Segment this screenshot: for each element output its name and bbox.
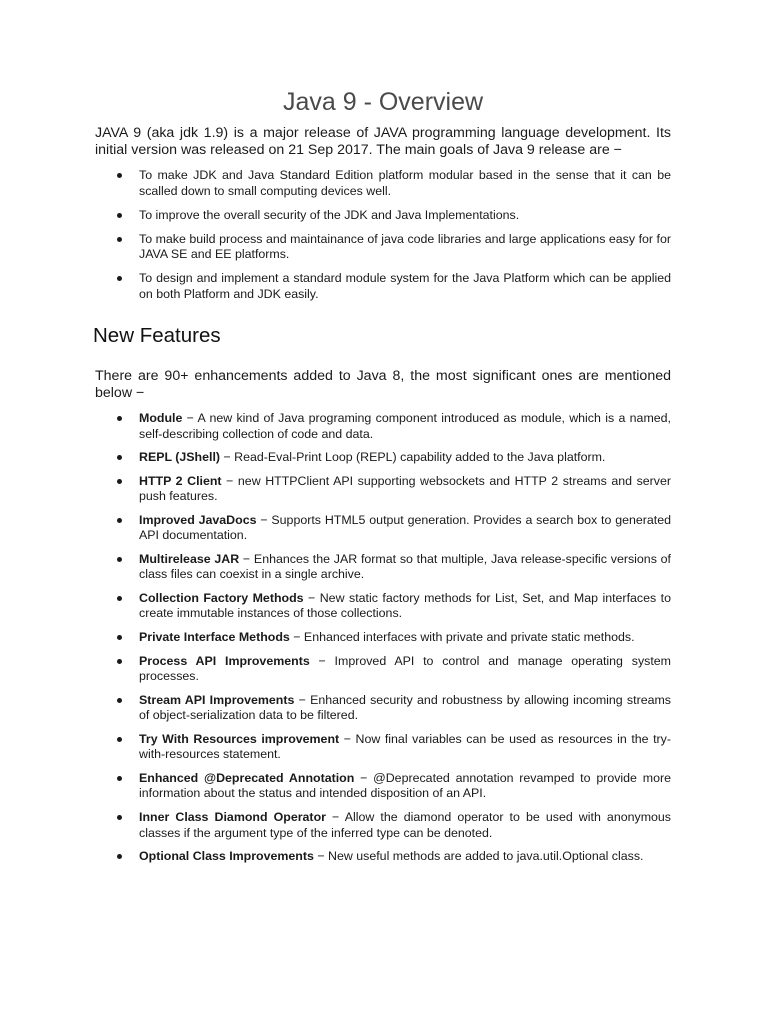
- bullet-icon: [117, 659, 122, 664]
- bullet-icon: [117, 416, 122, 421]
- goal-text: To improve the overall security of the JDK and Java Implementations.: [139, 207, 520, 222]
- list-item: [95, 849, 671, 865]
- bullet-icon: [117, 237, 122, 242]
- feature-desc: − A new kind of Java programing component introduced as module, which is a named, self-describing collection of code and data.: [139, 411, 671, 441]
- bullet-icon: [117, 776, 122, 781]
- feature-term: Improved JavaDocs: [139, 512, 257, 527]
- goal-text: To design and implement a standard module system for the Java Platform which can be applied on both Platform and JDK easily.: [139, 271, 671, 301]
- goal-text: To make build process and maintainance of java code libraries and large applications easy for for JAVA SE and EE platforms.: [139, 231, 671, 261]
- bullet-icon: [117, 698, 122, 703]
- list-item: [95, 450, 671, 466]
- feature-term: REPL (JShell): [139, 450, 221, 465]
- bullet-icon: [117, 479, 122, 484]
- list-item: [95, 232, 671, 263]
- list-item: [95, 630, 671, 646]
- list-item: [95, 168, 671, 199]
- bullet-icon: [117, 173, 122, 178]
- feature-term: Enhanced @Deprecated Annotation: [139, 770, 355, 785]
- feature-term: Collection Factory Methods: [139, 590, 304, 605]
- feature-desc: − Improved API to control and manage operating system processes.: [139, 653, 671, 684]
- bullet-icon: [117, 635, 122, 640]
- features-intro-paragraph: There are 90+ enhancements added to Java 8, the most significant ones are mentioned below −: [95, 368, 671, 401]
- feature-term: Optional Class Improvements: [139, 849, 314, 864]
- page-title: Java 9 - Overview: [282, 88, 484, 116]
- bullet-icon: [117, 737, 122, 742]
- feature-term: Module: [139, 411, 183, 425]
- bullet-icon: [117, 455, 122, 460]
- section-heading: New Features: [93, 324, 221, 347]
- list-item: [95, 552, 671, 583]
- list-item: [95, 732, 671, 763]
- intro-paragraph: JAVA 9 (aka jdk 1.9) is a major release of JAVA programming language development. Its initial version was released on 21 Sep 2017. The main goals of Java 9 release are −: [95, 125, 671, 158]
- feature-term: Inner Class Diamond Operator: [139, 810, 326, 825]
- list-item: [95, 208, 671, 224]
- list-item: [95, 411, 671, 442]
- list-item: [95, 591, 671, 622]
- goal-text: To make JDK and Java Standard Edition platform modular based in the sense that it can be scalled down to small computing devices well.: [139, 168, 671, 198]
- bullet-icon: [117, 276, 122, 281]
- list-item: [95, 654, 671, 685]
- list-item: [95, 771, 671, 802]
- bullet-icon: [117, 815, 122, 820]
- feature-term: Try With Resources improvement: [139, 731, 340, 746]
- bullet-icon: [117, 557, 122, 562]
- feature-desc: − Enhances the JAR format so that multiple, Java release-specific versions of class files can coexist in a single archive.: [139, 551, 671, 582]
- list-item: [95, 271, 671, 302]
- feature-desc: − Allow the diamond operator to be used with anonymous classes if the argument type of the inferred type can be denoted.: [139, 810, 671, 840]
- feature-term: Multirelease JAR: [139, 551, 240, 566]
- feature-desc: − New useful methods are added to java.util.Optional class.: [313, 849, 644, 864]
- feature-desc: − Enhanced interfaces with private and private static methods.: [289, 630, 635, 645]
- feature-desc: − Enhanced security and robustness by allowing incoming streams of object-serialization data to be filtered.: [139, 692, 671, 723]
- goals-list: [95, 168, 671, 302]
- feature-desc: − New static factory methods for List, Set, and Map interfaces to create immutable instances of those collections.: [139, 590, 671, 621]
- feature-term: Private Interface Methods: [139, 630, 290, 645]
- feature-desc: − Supports HTML5 output generation. Provides a search box to generated API documentation.: [139, 512, 671, 543]
- list-item: [95, 474, 671, 505]
- bullet-icon: [117, 854, 122, 859]
- bullet-icon: [117, 213, 122, 218]
- feature-desc: − Now final variables can be used as resources in the try-with-resources statement.: [139, 731, 671, 762]
- list-item: [95, 810, 671, 841]
- list-item: [95, 513, 671, 544]
- list-item: [95, 693, 671, 724]
- feature-desc: − @Deprecated annotation revamped to provide more information about the status and intended disposition of an API.: [139, 770, 671, 801]
- feature-term: HTTP 2 Client: [139, 473, 222, 488]
- bullet-icon: [117, 596, 122, 601]
- feature-desc: − new HTTPClient API supporting websockets and HTTP 2 streams and server push features.: [139, 473, 671, 504]
- features-list: [95, 411, 671, 865]
- feature-desc: − Read-Eval-Print Loop (REPL) capability added to the Java platform.: [220, 450, 606, 465]
- bullet-icon: [117, 518, 122, 523]
- feature-term: Stream API Improvements: [139, 692, 295, 707]
- document-page: [95, 86, 671, 873]
- feature-term: Process API Improvements: [139, 653, 310, 668]
